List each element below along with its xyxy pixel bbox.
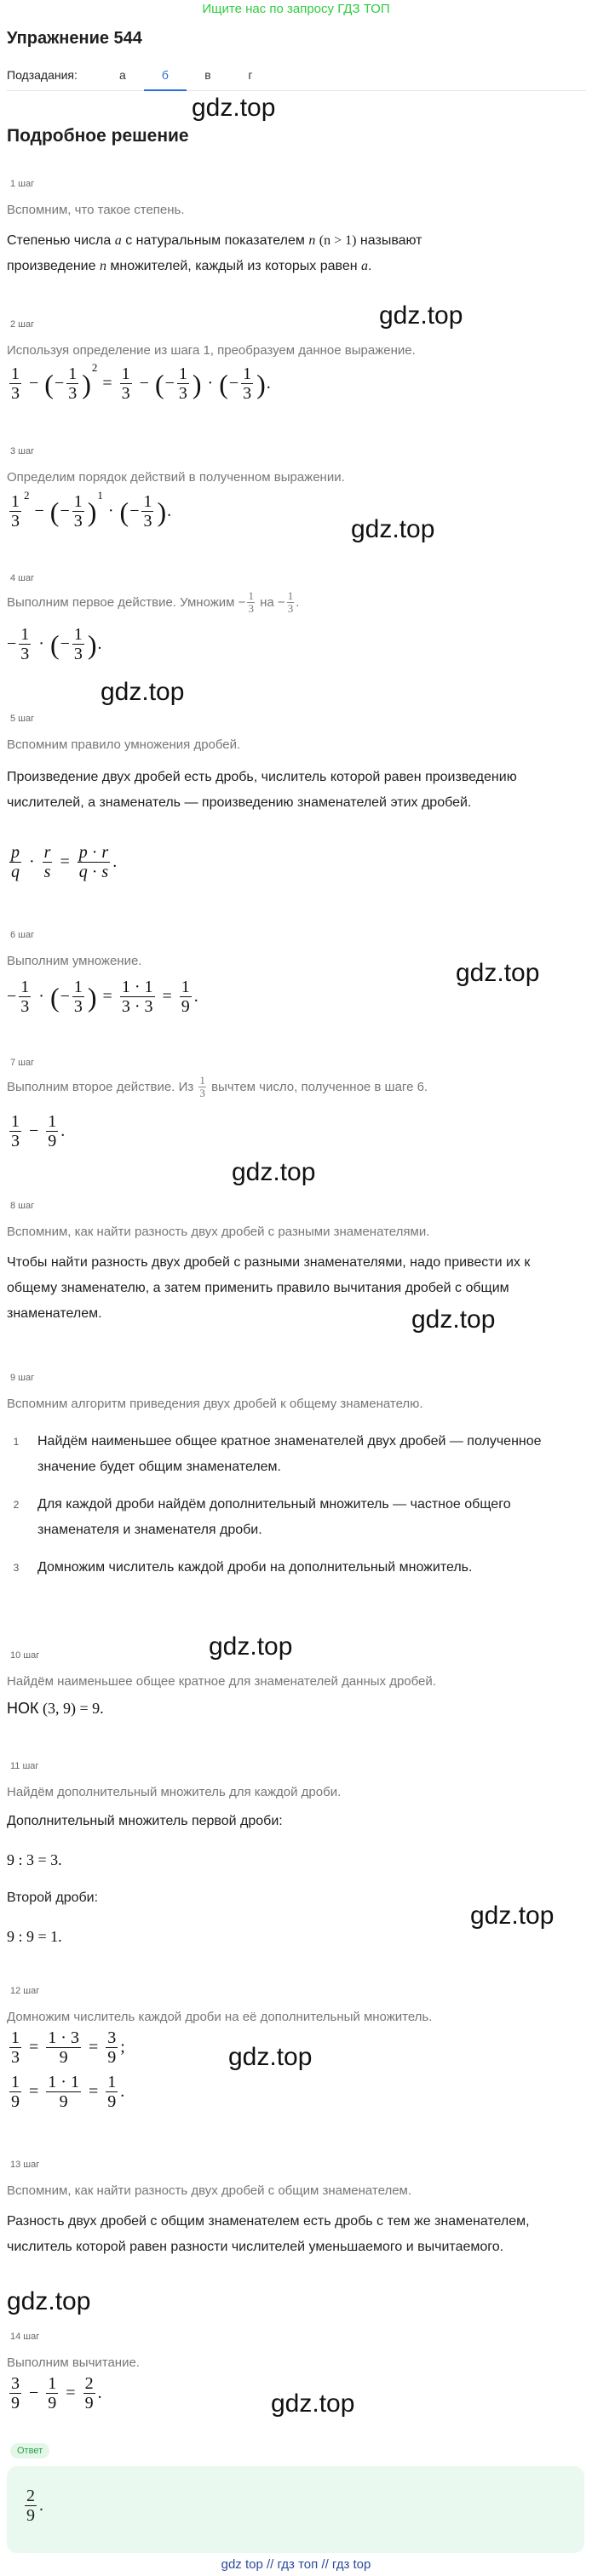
- step-note: Вспомним правило умножения дробей.: [7, 737, 241, 752]
- top-banner[interactable]: Ищите нас по запросу ГДЗ ТОП: [202, 2, 390, 16]
- step-badge: 10 шаг: [10, 1650, 40, 1661]
- step-text: Дополнительный множитель первой дроби:: [7, 1814, 283, 1828]
- step-note: Вспомним алгоритм приведения двух дробей к общему знаменателю.: [7, 1397, 423, 1411]
- step-text: Разность двух дробей с общим знаменателем есть дробь с тем же знаменателем, числитель которой равен разности числителей уменьшаемого и вычитаемого.: [7, 2214, 530, 2254]
- step-text: Чтобы найти разность двух дробей с разными знаменателями, надо привести их к общему знаменателю, а затем применить правило вычитания дробей с общим знаменателем.: [7, 1255, 531, 1321]
- step-badge: 11 шаг: [10, 1761, 39, 1771]
- step-note: Вспомним, что такое степень.: [7, 203, 185, 217]
- step-note: Домножим числитель каждой дроби на её дополнительный множитель.: [7, 2010, 433, 2024]
- step-badge: 8 шаг: [10, 1201, 35, 1211]
- active-tab-indicator: [144, 89, 187, 91]
- math-expression: $\frac{1}{3}$ − ( − $\frac{1}{3}$ ) 2 = $\frac{1}{3}$ − ( − $\frac{1}{3}$ ) · ( − $\frac{1}{3}$ ) .: [11, 361, 271, 403]
- step-badge: 13 шаг: [10, 2160, 40, 2170]
- step-note: Вспомним, как найти разность двух дробей с разными знаменателями.: [7, 1225, 430, 1239]
- math-expression: 9 : 9 = 1.: [7, 1928, 62, 1945]
- step-badge: 3 шаг: [10, 446, 35, 456]
- step-note: Найдём дополнительный множитель для каждой дроби.: [7, 1785, 342, 1799]
- step-badge: 5 шаг: [10, 714, 35, 724]
- step-note: Выполним первое действие. Умножим − $\frac{1}{3}$ на − $\frac{1}{3}$ .: [7, 589, 300, 615]
- watermark: gdz.top: [192, 94, 276, 122]
- step-note: Вспомним, как найти разность двух дробей с общим знаменателем.: [7, 2183, 412, 2198]
- list-item: 1 Найдём наименьшее общее кратное знаменателей двух дробей — полученное значение будет общим знаменателем.: [13, 1434, 542, 1474]
- tab-b[interactable]: б: [161, 68, 169, 82]
- watermark: gdz.top: [379, 301, 463, 330]
- math-expression: − $\frac{1}{3}$ · ( − $\frac{1}{3}$ ) .: [7, 625, 102, 663]
- math-expression: − $\frac{1}{3}$ · ( − $\frac{1}{3}$ ) = $\frac{1 \cdot 1}{3 \cdot 3}$ = $\frac{1}{9}$ .: [7, 978, 198, 1016]
- step-badge: 7 шаг: [10, 1058, 35, 1068]
- step-note: Используя определение из шага 1, преобразуем данное выражение.: [7, 343, 416, 358]
- math-expression: $\frac{3}{9}$ − $\frac{1}{9}$ = $\frac{2}{9}$ .: [11, 2374, 102, 2412]
- math-expression: $\frac{p}{q}$ · $\frac{r}{s}$ = $\frac{p \cdot r}{q \cdot s}$ .: [11, 843, 118, 881]
- page-title: Упражнение 544: [7, 29, 142, 48]
- section-title: Подробное решение: [7, 126, 189, 146]
- answer-box: [7, 2466, 584, 2553]
- list-item: 3 Домножим числитель каждой дроби на дополнительный множитель.: [13, 1560, 473, 1575]
- watermark: gdz.top: [271, 2390, 355, 2418]
- algorithm-list: [7, 1429, 578, 1592]
- tabs-divider: [7, 90, 586, 91]
- watermark: gdz.top: [209, 1632, 293, 1661]
- watermark: gdz.top: [411, 1305, 496, 1334]
- step-badge: 14 шаг: [10, 2332, 40, 2342]
- math-expression: $\frac{1}{9}$ = $\frac{1 \cdot 1}{9}$ = $\frac{1}{9}$ .: [11, 2073, 125, 2111]
- tab-v[interactable]: в: [204, 68, 211, 82]
- step-note: Выполним второе действие. Из $\frac{1}{3}$ вычтем число, полученное в шаге 6.: [7, 1074, 428, 1099]
- step-text: Степенью числа a с натуральным показателем n (n > 1) называют произведение n множителей, каждый из которых равен a.: [7, 233, 422, 273]
- step-text: Второй дроби:: [7, 1890, 99, 1905]
- step-badge: 1 шаг: [10, 179, 35, 189]
- list-item: 2 Для каждой дроби найдём дополнительный множитель — частное общего знаменателя и знаменателя дроби.: [13, 1497, 511, 1537]
- step-badge: 4 шаг: [10, 573, 35, 583]
- watermark: gdz.top: [7, 2287, 91, 2315]
- watermark: gdz.top: [351, 515, 435, 543]
- step-note: Найдём наименьшее общее кратное для знаменателей данных дробей.: [7, 1674, 436, 1689]
- footer-links[interactable]: gdz top // гдз топ // гдз top: [221, 2557, 371, 2572]
- watermark: gdz.top: [456, 959, 540, 987]
- subtasks-label: Подзадания:: [7, 68, 78, 82]
- watermark: gdz.top: [101, 678, 185, 706]
- step-badge: 6 шаг: [10, 930, 35, 940]
- math-expression: 9 : 3 = 3.: [7, 1851, 62, 1868]
- step-text: Произведение двух дробей есть дробь, числитель которой равен произведению числителей, а знаменатель — произведению знаменателей этих дробей.: [7, 770, 517, 810]
- answer-badge: Ответ: [10, 2443, 49, 2458]
- math-expression: НОК (3, 9) = 9.: [7, 1700, 104, 1717]
- step-badge: 9 шаг: [10, 1373, 35, 1383]
- watermark: gdz.top: [232, 1158, 316, 1186]
- step-note: Выполним вычитание.: [7, 2355, 140, 2370]
- step-note: Выполним умножение.: [7, 954, 142, 968]
- watermark: gdz.top: [470, 1902, 555, 1930]
- math-expression: $\frac{1}{3}$ − $\frac{1}{9}$ .: [11, 1112, 66, 1150]
- math-expression: $\frac{1}{3}$ 2 − ( − $\frac{1}{3}$ ) 1 · ( − $\frac{1}{3}$ ) .: [11, 489, 172, 531]
- step-badge: 12 шаг: [10, 1986, 40, 1996]
- step-note: Определим порядок действий в полученном выражении.: [7, 470, 345, 485]
- math-expression: $\frac{1}{3}$ = $\frac{1 \cdot 3}{9}$ = $\frac{3}{9}$ ;: [11, 2028, 125, 2067]
- tab-g[interactable]: г: [248, 68, 253, 82]
- answer-value: $\frac{2}{9}$ .: [26, 2487, 43, 2525]
- watermark: gdz.top: [228, 2043, 313, 2071]
- subtasks-bar: [7, 68, 272, 82]
- tab-a[interactable]: а: [119, 68, 126, 82]
- step-badge: 2 шаг: [10, 319, 35, 330]
